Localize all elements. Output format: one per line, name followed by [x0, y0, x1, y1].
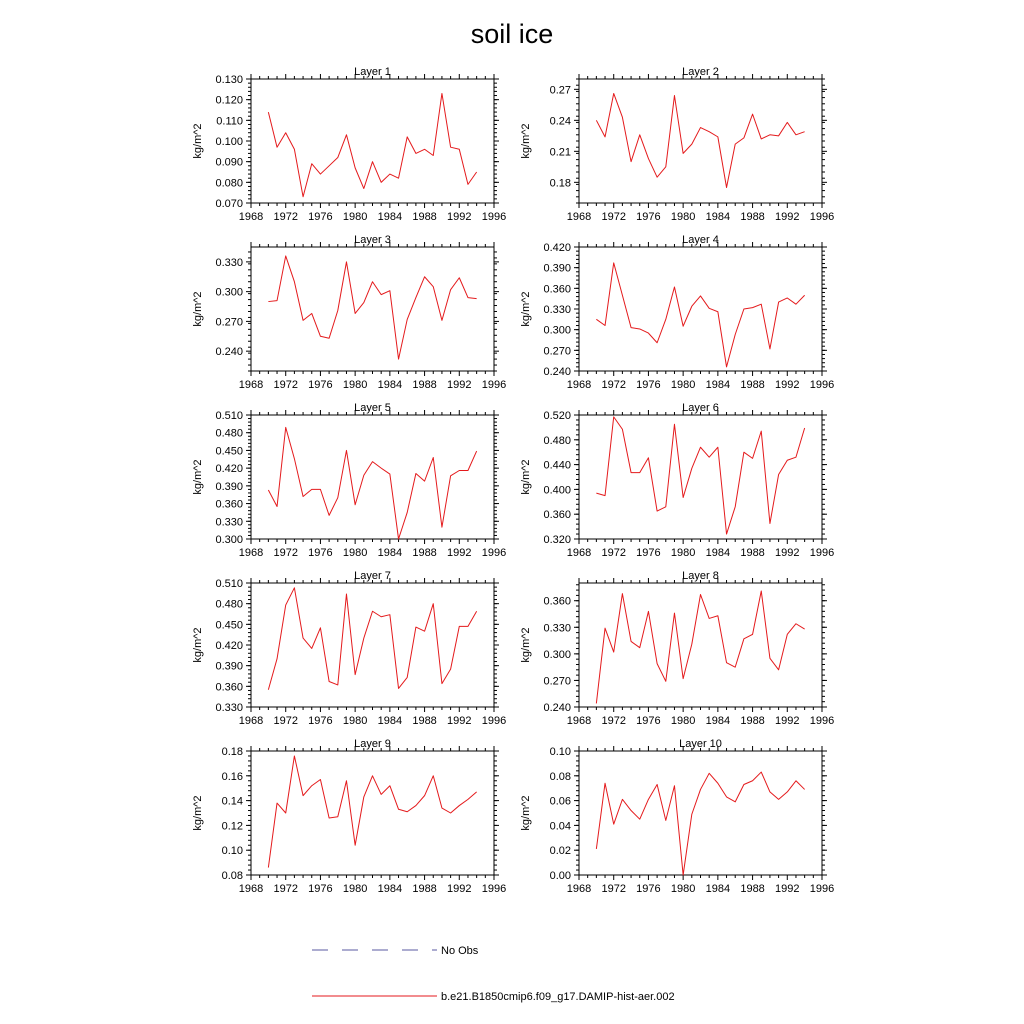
layer-1-frame — [251, 79, 494, 203]
layer-2-xtick-label: 1992 — [775, 211, 800, 223]
layer-2-xtick-label: 1976 — [636, 211, 661, 223]
layer-6-xtick-label: 1984 — [705, 547, 731, 559]
layer-10-xtick-label: 1968 — [566, 883, 592, 895]
layer-2-xtick-label: 1988 — [740, 211, 765, 223]
layer-8-frame — [579, 583, 822, 707]
layer-7-ytick-label: 0.390 — [215, 660, 243, 673]
layer-9-xtick-label: 1996 — [481, 883, 507, 895]
layer-1-xtick-label: 1968 — [238, 211, 264, 223]
layer-9-ytick-label: 0.14 — [221, 795, 243, 808]
layer-10-xtick-label: 1988 — [740, 883, 765, 895]
layer-1-title: Layer 1 — [354, 66, 391, 78]
layer-6-ylabel: kg/m^2 — [520, 459, 532, 495]
layer-10-ytick-label: 0.06 — [549, 795, 571, 808]
layer-4-ytick-label: 0.360 — [543, 283, 571, 296]
layer-4-xtick-label: 1972 — [601, 379, 626, 391]
layer-5-xtick-label: 1992 — [447, 547, 472, 559]
layer-4-ytick-label: 0.390 — [543, 262, 571, 275]
layer-9-frame — [251, 751, 494, 875]
layer-10-ytick-label: 0.10 — [549, 746, 571, 758]
layer-6-panel — [520, 402, 834, 559]
layer-3-ytick-label: 0.300 — [215, 286, 243, 299]
layer-1-panel — [192, 66, 506, 223]
layer-10-panel — [520, 738, 834, 895]
layer-3-xtick-label: 1980 — [342, 379, 368, 391]
layer-4-xtick-label: 1996 — [809, 379, 835, 391]
layer-1-ytick-label: 0.120 — [215, 94, 243, 107]
layer-6-xtick-label: 1972 — [601, 547, 626, 559]
layer-7-xtick-label: 1980 — [342, 715, 368, 727]
layer-5-xtick-label: 1980 — [342, 547, 368, 559]
layer-7-xtick-label: 1988 — [412, 715, 437, 727]
layer-7-ylabel: kg/m^2 — [192, 627, 204, 663]
layer-2-ylabel: kg/m^2 — [520, 123, 532, 159]
layer-10-ytick-label: 0.00 — [549, 870, 571, 882]
layer-10-ytick-label: 0.08 — [549, 770, 571, 783]
layer-1-ytick-label: 0.130 — [215, 74, 243, 86]
layer-9-panel — [192, 738, 506, 895]
layer-10-xtick-label: 1976 — [636, 883, 661, 895]
layer-4-ytick-label: 0.270 — [543, 345, 571, 358]
layer-6-xtick-label: 1976 — [636, 547, 661, 559]
layer-8-xtick-label: 1968 — [566, 715, 592, 727]
layer-1-xtick-label: 1976 — [308, 211, 333, 223]
layer-2-series-line — [596, 93, 804, 187]
layer-8-xtick-label: 1988 — [740, 715, 765, 727]
layer-7-xtick-label: 1968 — [238, 715, 264, 727]
layer-9-ytick-label: 0.08 — [221, 870, 243, 882]
layer-9-ytick-label: 0.18 — [221, 746, 243, 758]
layer-6-ytick-label: 0.520 — [543, 410, 571, 422]
layer-9-xtick-label: 1992 — [447, 883, 472, 895]
layer-8-xtick-label: 1984 — [705, 715, 731, 727]
layer-6-frame — [579, 415, 822, 539]
layer-8-series-line — [596, 591, 804, 703]
layer-6-series-line — [596, 417, 804, 534]
layer-4-xtick-label: 1988 — [740, 379, 765, 391]
layer-2-panel — [520, 66, 834, 223]
layer-7-xtick-label: 1972 — [273, 715, 298, 727]
layer-3-xtick-label: 1988 — [412, 379, 437, 391]
layer-3-xtick-label: 1996 — [481, 379, 507, 391]
layer-9-ytick-label: 0.16 — [221, 770, 243, 783]
layer-8-xtick-label: 1980 — [670, 715, 696, 727]
layer-1-ytick-label: 0.110 — [216, 115, 243, 128]
layer-4-ytick-label: 0.420 — [543, 242, 571, 254]
layer-9-xtick-label: 1976 — [308, 883, 333, 895]
layer-5-ytick-label: 0.360 — [215, 498, 243, 511]
layer-10-ytick-label: 0.04 — [549, 820, 571, 833]
layer-5-ylabel: kg/m^2 — [192, 459, 204, 495]
layer-2-xtick-label: 1968 — [566, 211, 592, 223]
layer-4-ytick-label: 0.240 — [543, 366, 571, 378]
layer-7-ytick-label: 0.360 — [215, 681, 243, 694]
layer-8-ytick-label: 0.300 — [543, 648, 571, 661]
layer-10-xtick-label: 1980 — [670, 883, 696, 895]
layer-1-ylabel: kg/m^2 — [192, 123, 204, 159]
layer-2-ytick-label: 0.18 — [549, 177, 571, 190]
layer-10-series-line — [596, 772, 804, 875]
layer-3-series-line — [268, 256, 476, 359]
layer-5-xtick-label: 1976 — [308, 547, 333, 559]
layer-2-xtick-label: 1984 — [705, 211, 731, 223]
layer-5-xtick-label: 1984 — [377, 547, 403, 559]
layer-6-xtick-label: 1988 — [740, 547, 765, 559]
layer-7-series-line — [268, 588, 476, 690]
layer-7-ytick-label: 0.420 — [215, 640, 243, 652]
layer-8-xtick-label: 1972 — [601, 715, 626, 727]
layer-2-xtick-label: 1996 — [809, 211, 835, 223]
layer-2-ytick-label: 0.24 — [549, 115, 571, 128]
layer-10-ylabel: kg/m^2 — [520, 795, 532, 831]
layer-2-ytick-label: 0.27 — [549, 84, 571, 97]
layer-4-xtick-label: 1968 — [566, 379, 592, 391]
legend — [312, 945, 675, 1003]
layer-3-ytick-label: 0.240 — [215, 346, 243, 359]
layer-1-xtick-label: 1980 — [342, 211, 368, 223]
layer-6-xtick-label: 1968 — [566, 547, 592, 559]
layer-5-xtick-label: 1988 — [412, 547, 437, 559]
layer-10-xtick-label: 1972 — [601, 883, 626, 895]
layer-7-title: Layer 7 — [354, 570, 391, 582]
layer-3-panel — [192, 234, 506, 391]
layer-8-xtick-label: 1996 — [809, 715, 835, 727]
legend-model-label: b.e21.B1850cmip6.f09_g17.DAMIP-hist-aer.002 — [441, 991, 675, 1003]
layer-7-panel — [192, 570, 506, 727]
layer-7-xtick-label: 1992 — [447, 715, 472, 727]
layer-9-xtick-label: 1980 — [342, 883, 368, 895]
layer-5-xtick-label: 1996 — [481, 547, 507, 559]
layer-4-ytick-label: 0.330 — [543, 304, 571, 316]
layer-2-ytick-label: 0.21 — [549, 146, 571, 159]
figure-title: soil ice — [470, 19, 554, 49]
legend-no-obs-label: No Obs — [441, 945, 479, 957]
layer-7-xtick-label: 1984 — [377, 715, 403, 727]
layer-1-xtick-label: 1972 — [273, 211, 298, 223]
layer-10-title: Layer 10 — [679, 738, 722, 750]
layer-8-ylabel: kg/m^2 — [520, 627, 532, 663]
layer-4-ylabel: kg/m^2 — [520, 291, 532, 327]
layer-4-xtick-label: 1984 — [705, 379, 731, 391]
layer-5-ytick-label: 0.300 — [215, 534, 243, 546]
layer-1-ytick-label: 0.080 — [215, 177, 243, 190]
layer-7-xtick-label: 1976 — [308, 715, 333, 727]
layer-10-xtick-label: 1992 — [775, 883, 800, 895]
layer-1-ytick-label: 0.070 — [215, 198, 243, 210]
layer-5-ytick-label: 0.510 — [215, 410, 243, 422]
layer-1-xtick-label: 1988 — [412, 211, 437, 223]
layer-3-ylabel: kg/m^2 — [192, 291, 204, 327]
layer-9-series-line — [268, 756, 476, 868]
layer-3-frame — [251, 247, 494, 371]
layer-5-ytick-label: 0.450 — [215, 445, 243, 458]
layer-10-xtick-label: 1996 — [809, 883, 835, 895]
layer-4-ytick-label: 0.300 — [543, 324, 571, 337]
layer-7-ytick-label: 0.480 — [215, 598, 243, 611]
layer-8-xtick-label: 1992 — [775, 715, 800, 727]
layer-7-xtick-label: 1996 — [481, 715, 507, 727]
layer-1-xtick-label: 1996 — [481, 211, 507, 223]
layer-3-xtick-label: 1972 — [273, 379, 298, 391]
layer-1-series-line — [268, 93, 476, 196]
layer-9-xtick-label: 1988 — [412, 883, 437, 895]
layer-4-panel — [520, 234, 834, 391]
layer-9-xtick-label: 1972 — [273, 883, 298, 895]
layer-5-title: Layer 5 — [354, 402, 391, 414]
layer-4-xtick-label: 1980 — [670, 379, 696, 391]
layer-10-ytick-label: 0.02 — [549, 845, 571, 858]
layer-6-xtick-label: 1980 — [670, 547, 696, 559]
layer-6-ytick-label: 0.360 — [543, 509, 571, 522]
layer-9-xtick-label: 1984 — [377, 883, 403, 895]
layer-8-ytick-label: 0.270 — [543, 675, 571, 688]
layer-6-xtick-label: 1992 — [775, 547, 800, 559]
layer-2-xtick-label: 1980 — [670, 211, 696, 223]
layer-4-title: Layer 4 — [682, 234, 719, 246]
layer-5-series-line — [268, 427, 476, 539]
layer-4-xtick-label: 1976 — [636, 379, 661, 391]
layer-8-ytick-label: 0.330 — [543, 622, 571, 635]
layer-2-title: Layer 2 — [682, 66, 719, 78]
layer-4-frame — [579, 247, 822, 371]
layer-7-ytick-label: 0.330 — [215, 702, 243, 714]
layer-3-ytick-label: 0.330 — [215, 256, 243, 269]
layer-5-ytick-label: 0.420 — [215, 463, 243, 476]
layer-3-xtick-label: 1976 — [308, 379, 333, 391]
layer-9-ylabel: kg/m^2 — [192, 795, 204, 831]
layer-6-ytick-label: 0.480 — [543, 434, 571, 447]
layer-5-xtick-label: 1972 — [273, 547, 298, 559]
layer-10-frame — [579, 751, 822, 875]
layer-8-ytick-label: 0.240 — [543, 702, 571, 714]
layer-10-xtick-label: 1984 — [705, 883, 731, 895]
layer-1-ytick-label: 0.090 — [215, 156, 243, 169]
layer-3-ytick-label: 0.270 — [215, 316, 243, 329]
layer-6-xtick-label: 1996 — [809, 547, 835, 559]
layer-6-title: Layer 6 — [682, 402, 719, 414]
layer-3-xtick-label: 1984 — [377, 379, 403, 391]
layer-8-xtick-label: 1976 — [636, 715, 661, 727]
layer-6-ytick-label: 0.320 — [543, 534, 571, 546]
layer-3-xtick-label: 1992 — [447, 379, 472, 391]
layer-7-ytick-label: 0.510 — [215, 578, 243, 590]
layer-2-xtick-label: 1972 — [601, 211, 626, 223]
layer-1-ytick-label: 0.100 — [215, 136, 243, 148]
layer-9-xtick-label: 1968 — [238, 883, 264, 895]
layer-5-panel — [192, 402, 506, 559]
layer-9-title: Layer 9 — [354, 738, 391, 750]
layer-8-title: Layer 8 — [682, 570, 719, 582]
layer-5-xtick-label: 1968 — [238, 547, 264, 559]
layer-3-xtick-label: 1968 — [238, 379, 264, 391]
layer-1-xtick-label: 1992 — [447, 211, 472, 223]
panel-grid — [192, 66, 834, 895]
layer-8-panel — [520, 570, 834, 727]
layer-1-xtick-label: 1984 — [377, 211, 403, 223]
layer-5-ytick-label: 0.330 — [215, 516, 243, 529]
layer-5-ytick-label: 0.390 — [215, 480, 243, 493]
layer-8-ytick-label: 0.360 — [543, 595, 571, 608]
layer-4-series-line — [596, 263, 804, 367]
layer-5-ytick-label: 0.480 — [215, 427, 243, 440]
layer-3-title: Layer 3 — [354, 234, 391, 246]
layer-7-ytick-label: 0.450 — [215, 619, 243, 632]
layer-9-ytick-label: 0.12 — [221, 820, 243, 833]
layer-6-ytick-label: 0.440 — [543, 459, 571, 472]
layer-4-xtick-label: 1992 — [775, 379, 800, 391]
layer-6-ytick-label: 0.400 — [543, 484, 571, 497]
layer-9-ytick-label: 0.10 — [221, 845, 243, 858]
